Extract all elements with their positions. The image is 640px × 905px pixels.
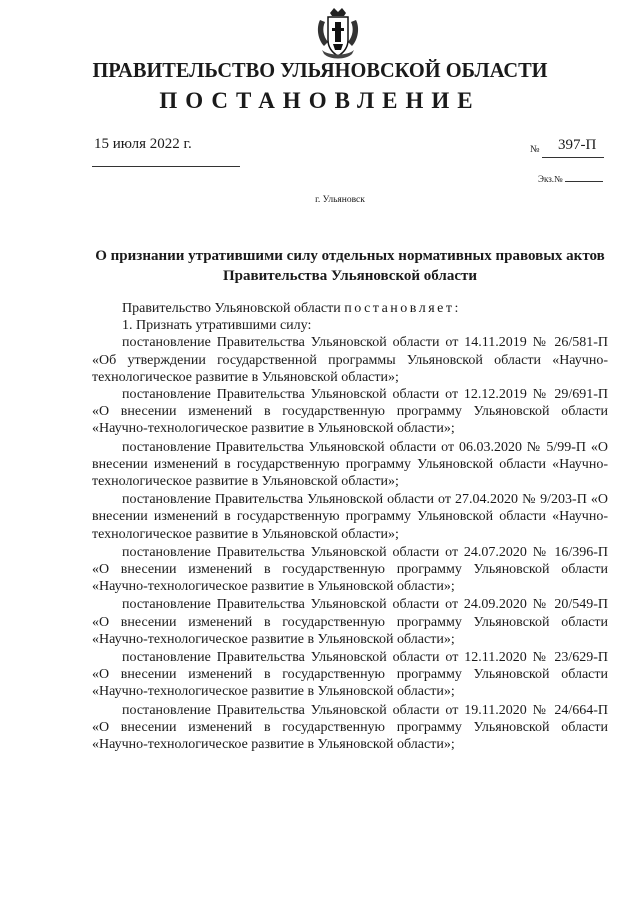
resolution-paragraph: постановление Правительства Ульяновской области от 12.11.2020 № 23/629-П «О внесении изменений в государственную программу Ульяновской области «Научно-технологическое развитие в Ульяновской области»; <box>92 650 608 700</box>
resolution-paragraph: постановление Правительства Ульяновской области от 27.04.2020 № 9/203-П «О внесении изменений в государственную программу Ульяновской области «Научно-технологическое развитие в Ульяновской области»; <box>92 492 608 542</box>
document-type: ПОСТАНОВЛЕНИЕ <box>159 88 481 113</box>
resolution-paragraph: постановление Правительства Ульяновской области от 19.11.2020 № 24/664-П «О внесении изменений в государственную программу Ульяновской области «Научно-технологическое развитие в Ульяновской области»; <box>92 702 608 753</box>
date-underline <box>92 166 240 167</box>
resolution-paragraph: постановление Правительства Ульяновской области от 24.07.2020 № 16/396-П «О внесении изменений в государственную программу Ульяновской области «Научно-технологическое развитие в Ульяновской области»; <box>92 544 608 595</box>
intro-text: Правительство Ульяновской области <box>122 301 345 316</box>
copy-label: Экз.№ <box>538 174 563 184</box>
city-name: г. Ульяновск <box>315 195 365 205</box>
intro-paragraph <box>92 300 608 317</box>
intro-spaced-verb: постановляет: <box>344 301 461 316</box>
document-title <box>80 246 620 286</box>
title-line: О признании утратившими силу отдельных нормативных правовых актов <box>95 248 605 264</box>
item-1: 1. Признать утратившими силу: <box>122 318 312 334</box>
number-underline <box>542 157 604 158</box>
number-sign: № <box>530 144 540 155</box>
resolution-paragraph: постановление Правительства Ульяновской области от 12.12.2019 № 29/691-П «О внесении изменений в государственную программу Ульяновской области «Научно-технологическое развитие в Ульяновской области»; <box>92 387 608 437</box>
document-number: 397-П <box>558 137 597 153</box>
title-line: Правительства Ульяновской области <box>222 268 478 284</box>
document-body <box>92 300 608 753</box>
government-name: ПРАВИТЕЛЬСТВО УЛЬЯНОВСКОЙ ОБЛАСТИ <box>92 58 548 82</box>
document-date: 15 июля 2022 г. <box>94 136 192 152</box>
copy-number <box>538 174 603 184</box>
ulyanovsk-coat-of-arms-icon <box>314 6 362 62</box>
resolution-paragraph: постановление Правительства Ульяновской области от 06.03.2020 № 5/99-П «О внесении изменений в государственную программу Ульяновской области «Научно-технологическое развитие в Ульяновской области»; <box>92 439 608 490</box>
resolution-paragraph: постановление Правительства Ульяновской области от 24.09.2020 № 20/549-П «О внесении изменений в государственную программу Ульяновской области «Научно-технологическое развитие в Ульяновской области»; <box>92 597 608 647</box>
copy-underline <box>565 181 603 182</box>
resolution-paragraph: постановление Правительства Ульяновской области от 14.11.2019 № 26/581-П «Об утверждении государственной программы Ульяновской области «Научно-технологическое развитие в Ульяновской области»; <box>92 335 608 385</box>
